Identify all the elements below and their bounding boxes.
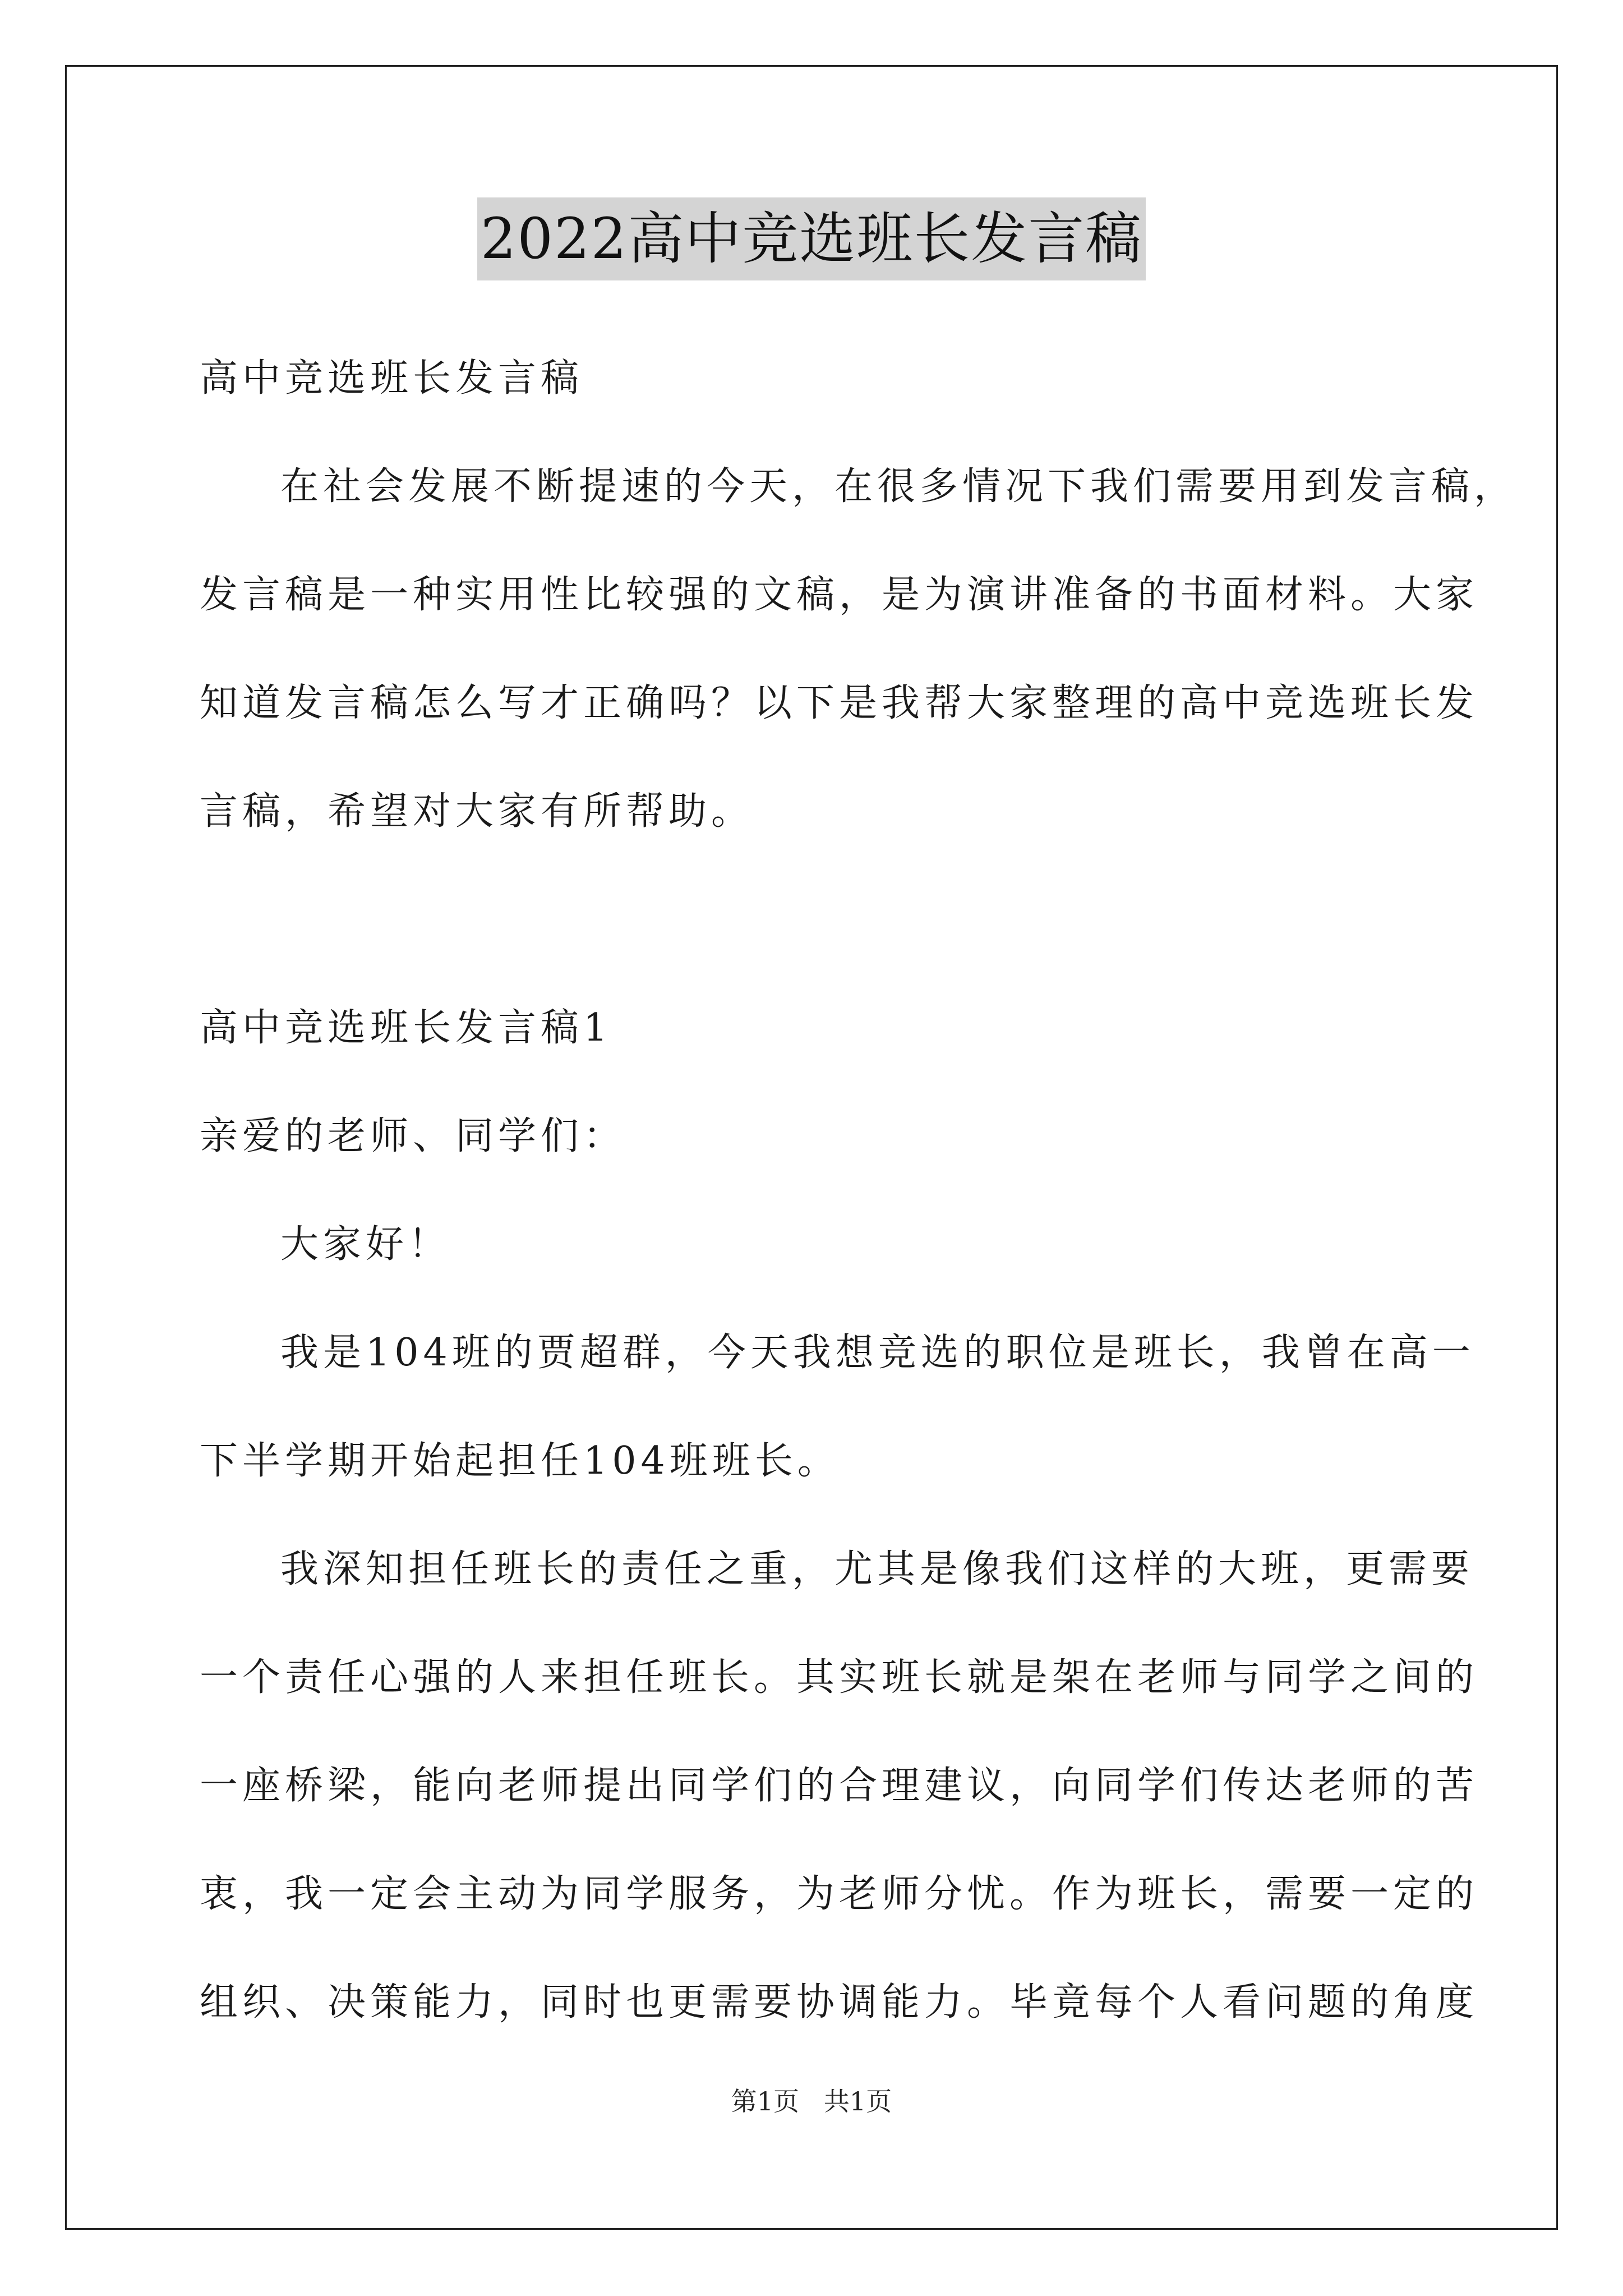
paragraph-line: 知道发言稿怎么写才正确吗？以下是我帮大家整理的高中竞选班长发 xyxy=(200,681,1479,725)
paragraph-line: 下半学期开始起担任104班班长。 xyxy=(200,1439,840,1483)
paragraph-line: 衷，我一定会主动为同学服务，为老师分忧。作为班长，需要一定的 xyxy=(200,1872,1479,1916)
paragraph-line: 我是104班的贾超群，今天我想竞选的职位是班长，我曾在高一 xyxy=(280,1331,1475,1375)
paragraph-line: 一座桥梁，能向老师提出同学们的合理建议，向同学们传达老师的苦 xyxy=(200,1764,1479,1808)
document-title: 2022高中竞选班长发言稿 xyxy=(477,197,1146,280)
greeting: 大家好！ xyxy=(280,1222,451,1267)
salutation: 亲爱的老师、同学们： xyxy=(200,1114,626,1158)
paragraph-line: 在社会发展不断提速的今天，在很多情况下我们需要用到发言稿， xyxy=(280,464,1517,509)
section-heading: 高中竞选班长发言稿 xyxy=(200,356,584,401)
section-heading: 高中竞选班长发言稿1 xyxy=(200,1006,612,1050)
title-wrap xyxy=(0,197,1623,280)
paragraph-line: 言稿，希望对大家有所帮助。 xyxy=(200,789,754,834)
paragraph-line: 一个责任心强的人来担任班长。其实班长就是架在老师与同学之间的 xyxy=(200,1655,1479,1700)
paragraph-line: 我深知担任班长的责任之重，尤其是像我们这样的大班，更需要 xyxy=(280,1547,1474,1591)
page-footer: 第1页 共1页 xyxy=(731,2086,892,2116)
paragraph-line: 发言稿是一种实用性比较强的文稿，是为演讲准备的书面材料。大家 xyxy=(200,573,1479,617)
paragraph-line: 组织、决策能力，同时也更需要协调能力。毕竟每个人看问题的角度 xyxy=(200,1980,1479,2024)
